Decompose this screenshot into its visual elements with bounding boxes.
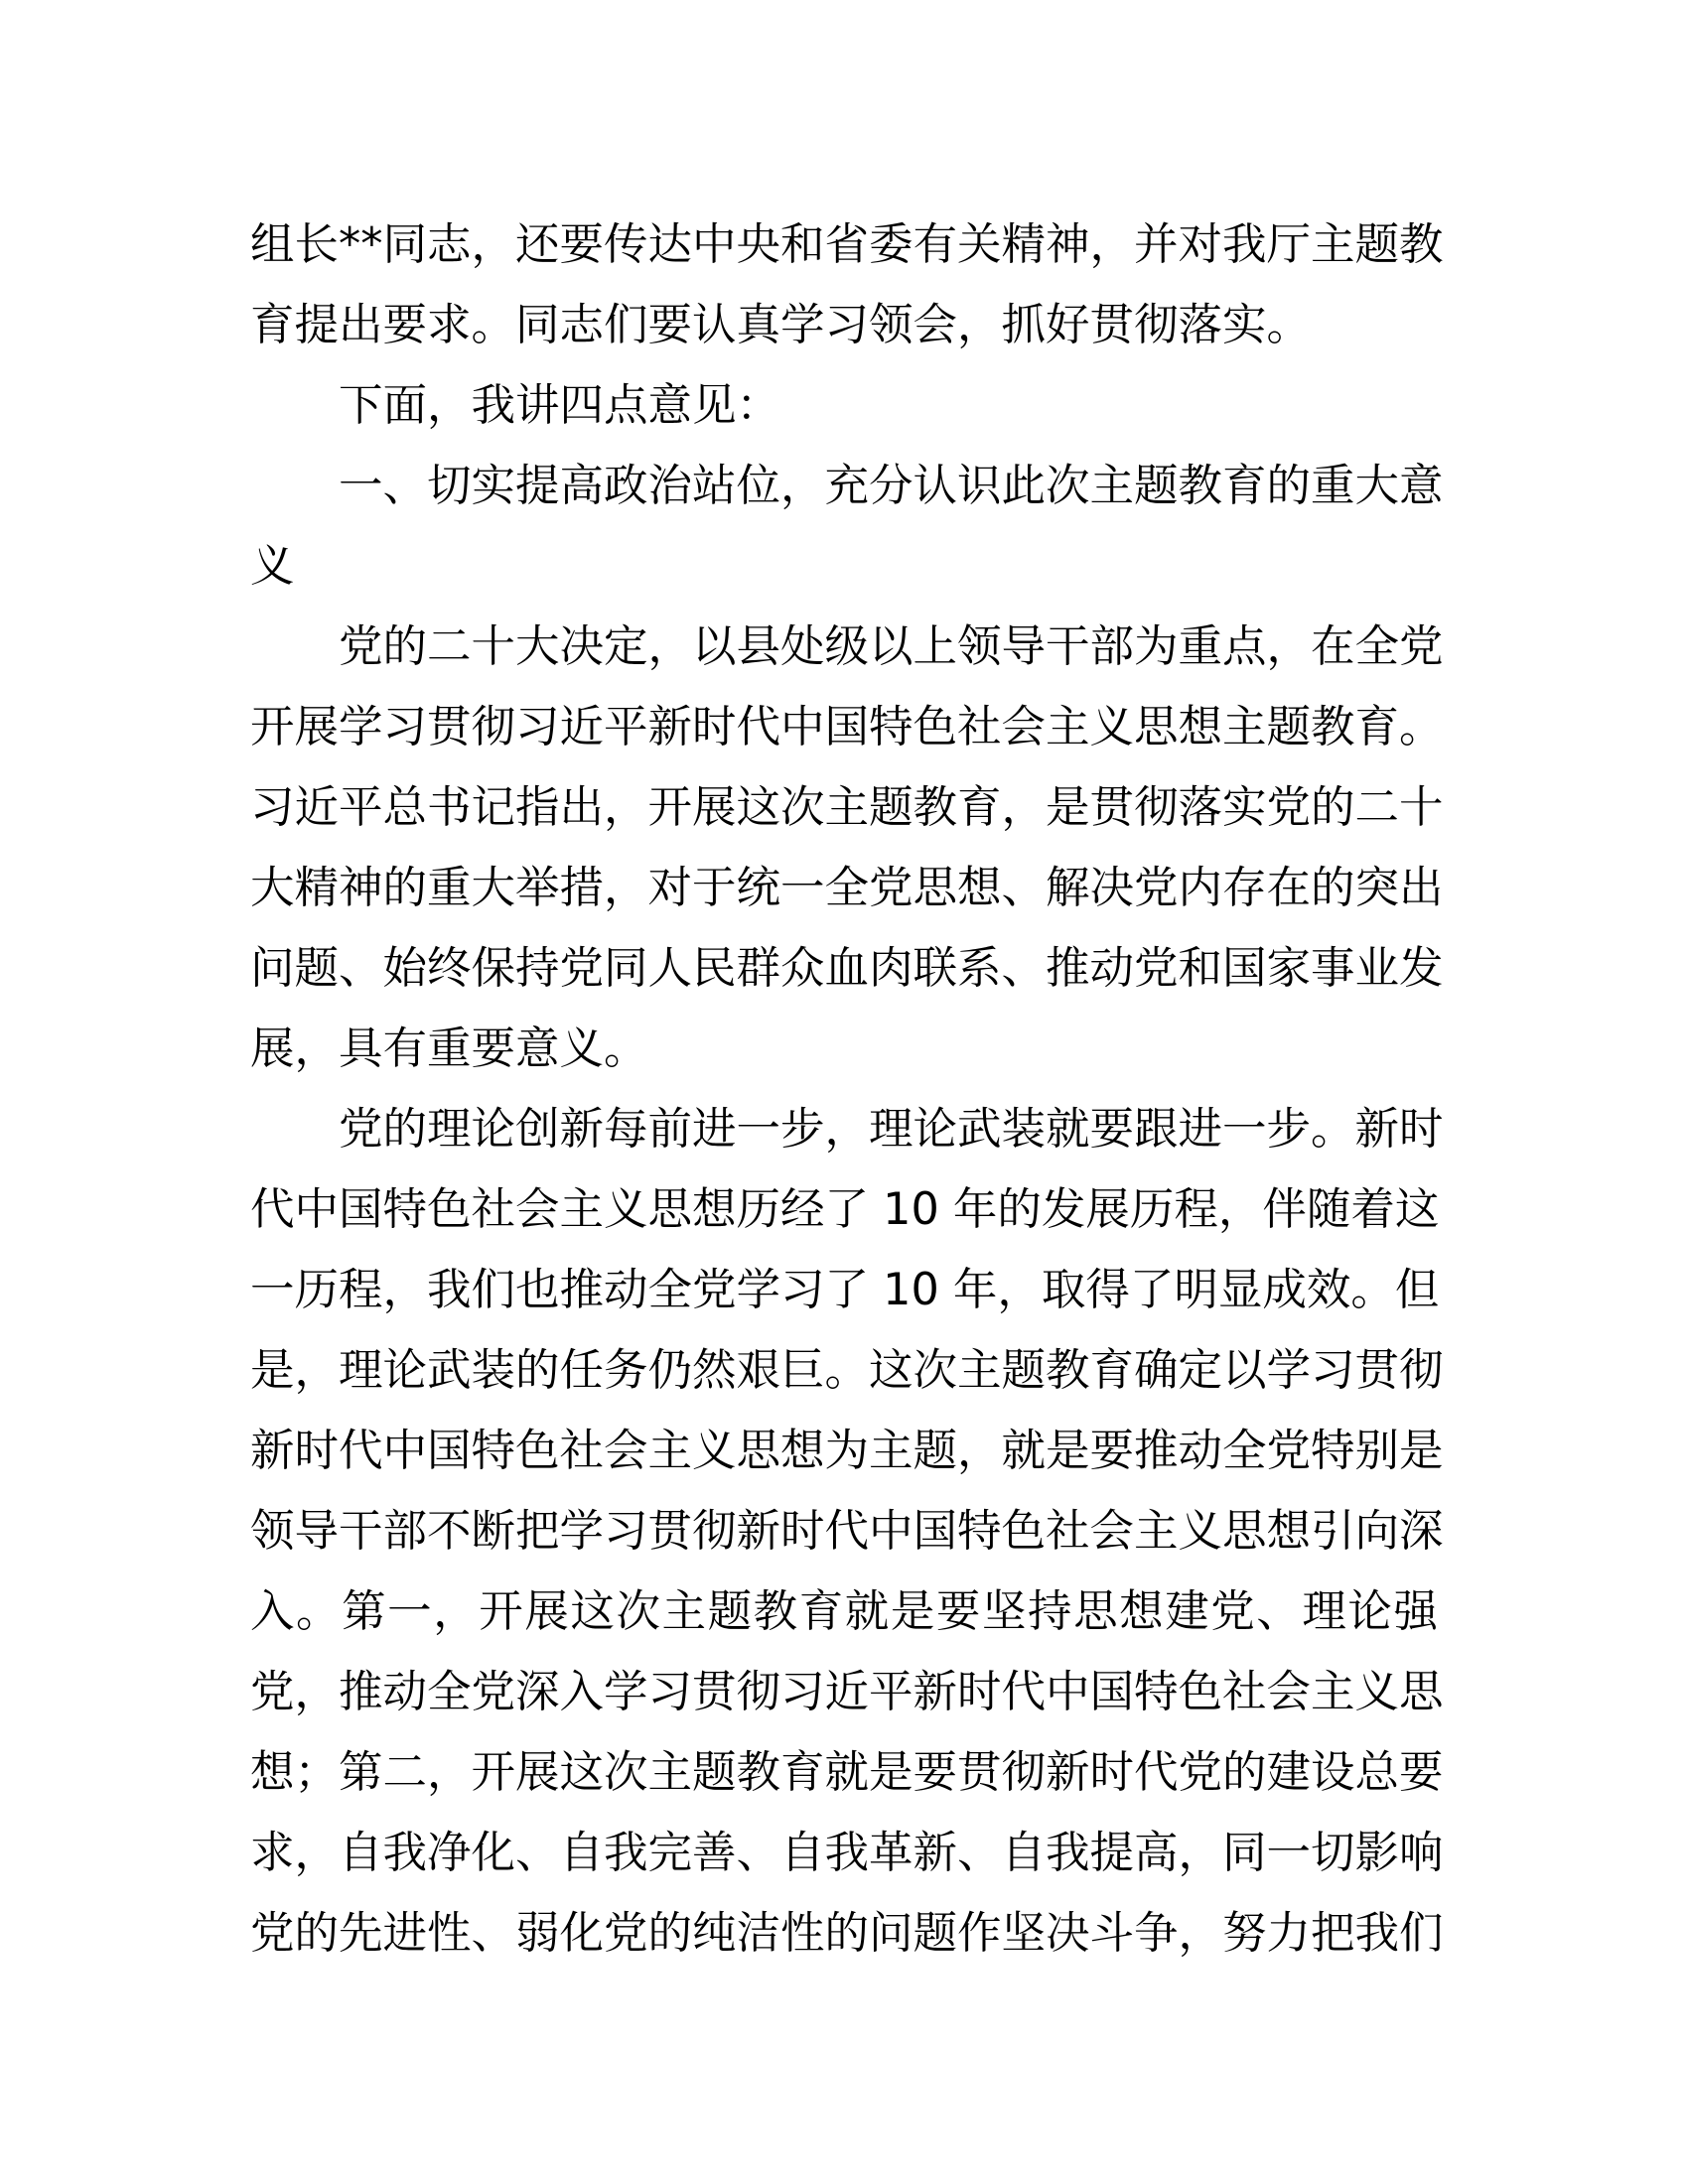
paragraph-line: 求，自我净化、自我完善、自我革新、自我提高，同一切影响 bbox=[250, 1828, 1444, 1878]
paragraph-line: 领导干部不断把学习贯彻新时代中国特色社会主义思想引向深 bbox=[250, 1506, 1444, 1557]
paragraph-line: 展，具有重要意义。 bbox=[250, 1024, 648, 1074]
paragraph-line: 入。第一，开展这次主题教育就是要坚持思想建党、理论强 bbox=[250, 1586, 1438, 1637]
section-heading-line: 一、切实提高政治站位，充分认识此次主题教育的重大意 bbox=[339, 461, 1444, 511]
paragraph-line: 党，推动全党深入学习贯彻习近平新时代中国特色社会主义思 bbox=[250, 1667, 1444, 1717]
paragraph-line: 党的理论创新每前进一步，理论武装就要跟进一步。新时 bbox=[339, 1104, 1444, 1155]
paragraph-line: 党的二十大决定，以县处级以上领导干部为重点，在全党 bbox=[339, 621, 1444, 672]
paragraph-line: 代中国特色社会主义思想历经了 10 年的发展历程，伴随着这 bbox=[250, 1184, 1440, 1235]
paragraph-line: 想；第二，开展这次主题教育就是要贯彻新时代党的建设总要 bbox=[250, 1747, 1444, 1798]
paragraph-line: 组长**同志，还要传达中央和省委有关精神，并对我厅主题教 bbox=[250, 219, 1444, 270]
section-heading-line: 义 bbox=[250, 541, 295, 592]
paragraph-line: 大精神的重大举措，对于统一全党思想、解决党内存在的突出 bbox=[250, 863, 1444, 913]
paragraph-line: 问题、始终保持党同人民群众血肉联系、推动党和国家事业发 bbox=[250, 943, 1444, 994]
paragraph-line: 开展学习贯彻习近平新时代中国特色社会主义思想主题教育。 bbox=[250, 702, 1444, 752]
paragraph-line: 一历程，我们也推动全党学习了 10 年，取得了明显成效。但 bbox=[250, 1265, 1440, 1315]
paragraph-line: 习近平总书记指出，开展这次主题教育，是贯彻落实党的二十 bbox=[250, 782, 1444, 833]
paragraph-line: 新时代中国特色社会主义思想为主题，就是要推动全党特别是 bbox=[250, 1426, 1444, 1476]
paragraph-line: 党的先进性、弱化党的纯洁性的问题作坚决斗争，努力把我们 bbox=[250, 1908, 1444, 1959]
paragraph-line: 育提出要求。同志们要认真学习领会，抓好贯彻落实。 bbox=[250, 300, 1312, 350]
paragraph-line: 下面，我讲四点意见： bbox=[339, 380, 781, 431]
paragraph-line: 是，理论武装的任务仍然艰巨。这次主题教育确定以学习贯彻 bbox=[250, 1345, 1444, 1396]
